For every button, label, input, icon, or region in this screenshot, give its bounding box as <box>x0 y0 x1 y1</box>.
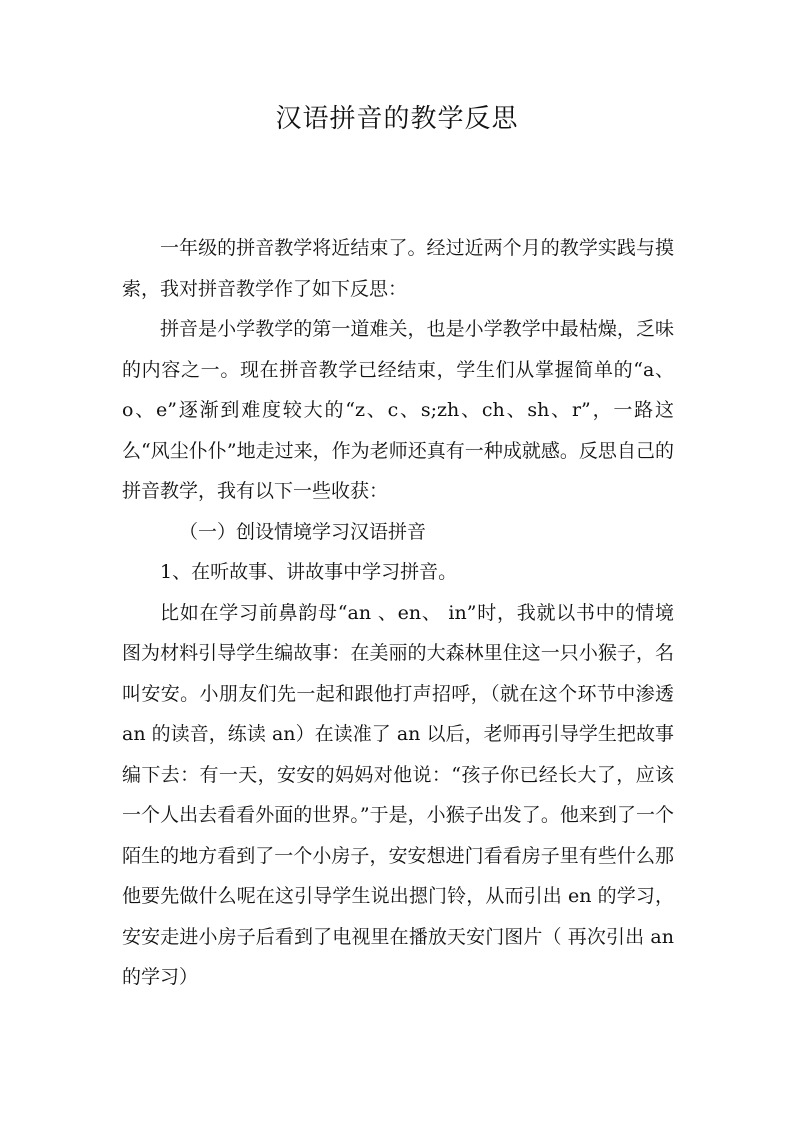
subsection-heading: 1、在听故事、讲故事中学习拼音。 <box>160 561 458 583</box>
paragraph-reflection: 拼音是小学教学的第一道难关，也是小学教学中最枯燥，乏味的内容之一。现在拼音教学已经结束，学生们从掌握简单的“a、o、e”逐渐到难度较大的“z、c、s;zh、ch、sh、r”，一路这么“风尘仆仆”地走过来，作为老师还真有一种成就感。反思自己的拼音教学，我有以下一些收获： <box>122 318 674 502</box>
paragraph-intro: 一年级的拼音教学将近结束了。经过近两个月的教学实践与摸索，我对拼音教学作了如下反思： <box>122 237 674 300</box>
section-heading: （一）创设情境学习汉语拼音 <box>179 520 427 543</box>
paragraph-example: 比如在学习前鼻韵母“an 、en、 in”时，我就以书中的情境图为材料引导学生编故事：在美丽的大森林里住这一只小猴子，名叫安安。小朋友们先一起和跟他打声招呼，（就在这个环节中渗透 an 的读音，练读 an）在读准了 an 以后，老师再引导学生把故事编下去：有一天，安安的妈妈对他说：“孩子你已经长大了，应该一个人出去看看外面的世界。”于是，小猴子出发了。他来到了一个陌生的地方看到了一个小房子，安安想进门看看房子里有些什么那他要先做什么呢在这引导学生说出摁门铃，从而引出 en 的学习，安安走进小房子后看到了电视里在播放天安门图片（ 再次引出 an 的学习） <box>122 601 674 988</box>
document-title: 汉语拼音的教学反思 <box>275 104 519 134</box>
document-body <box>122 228 674 998</box>
